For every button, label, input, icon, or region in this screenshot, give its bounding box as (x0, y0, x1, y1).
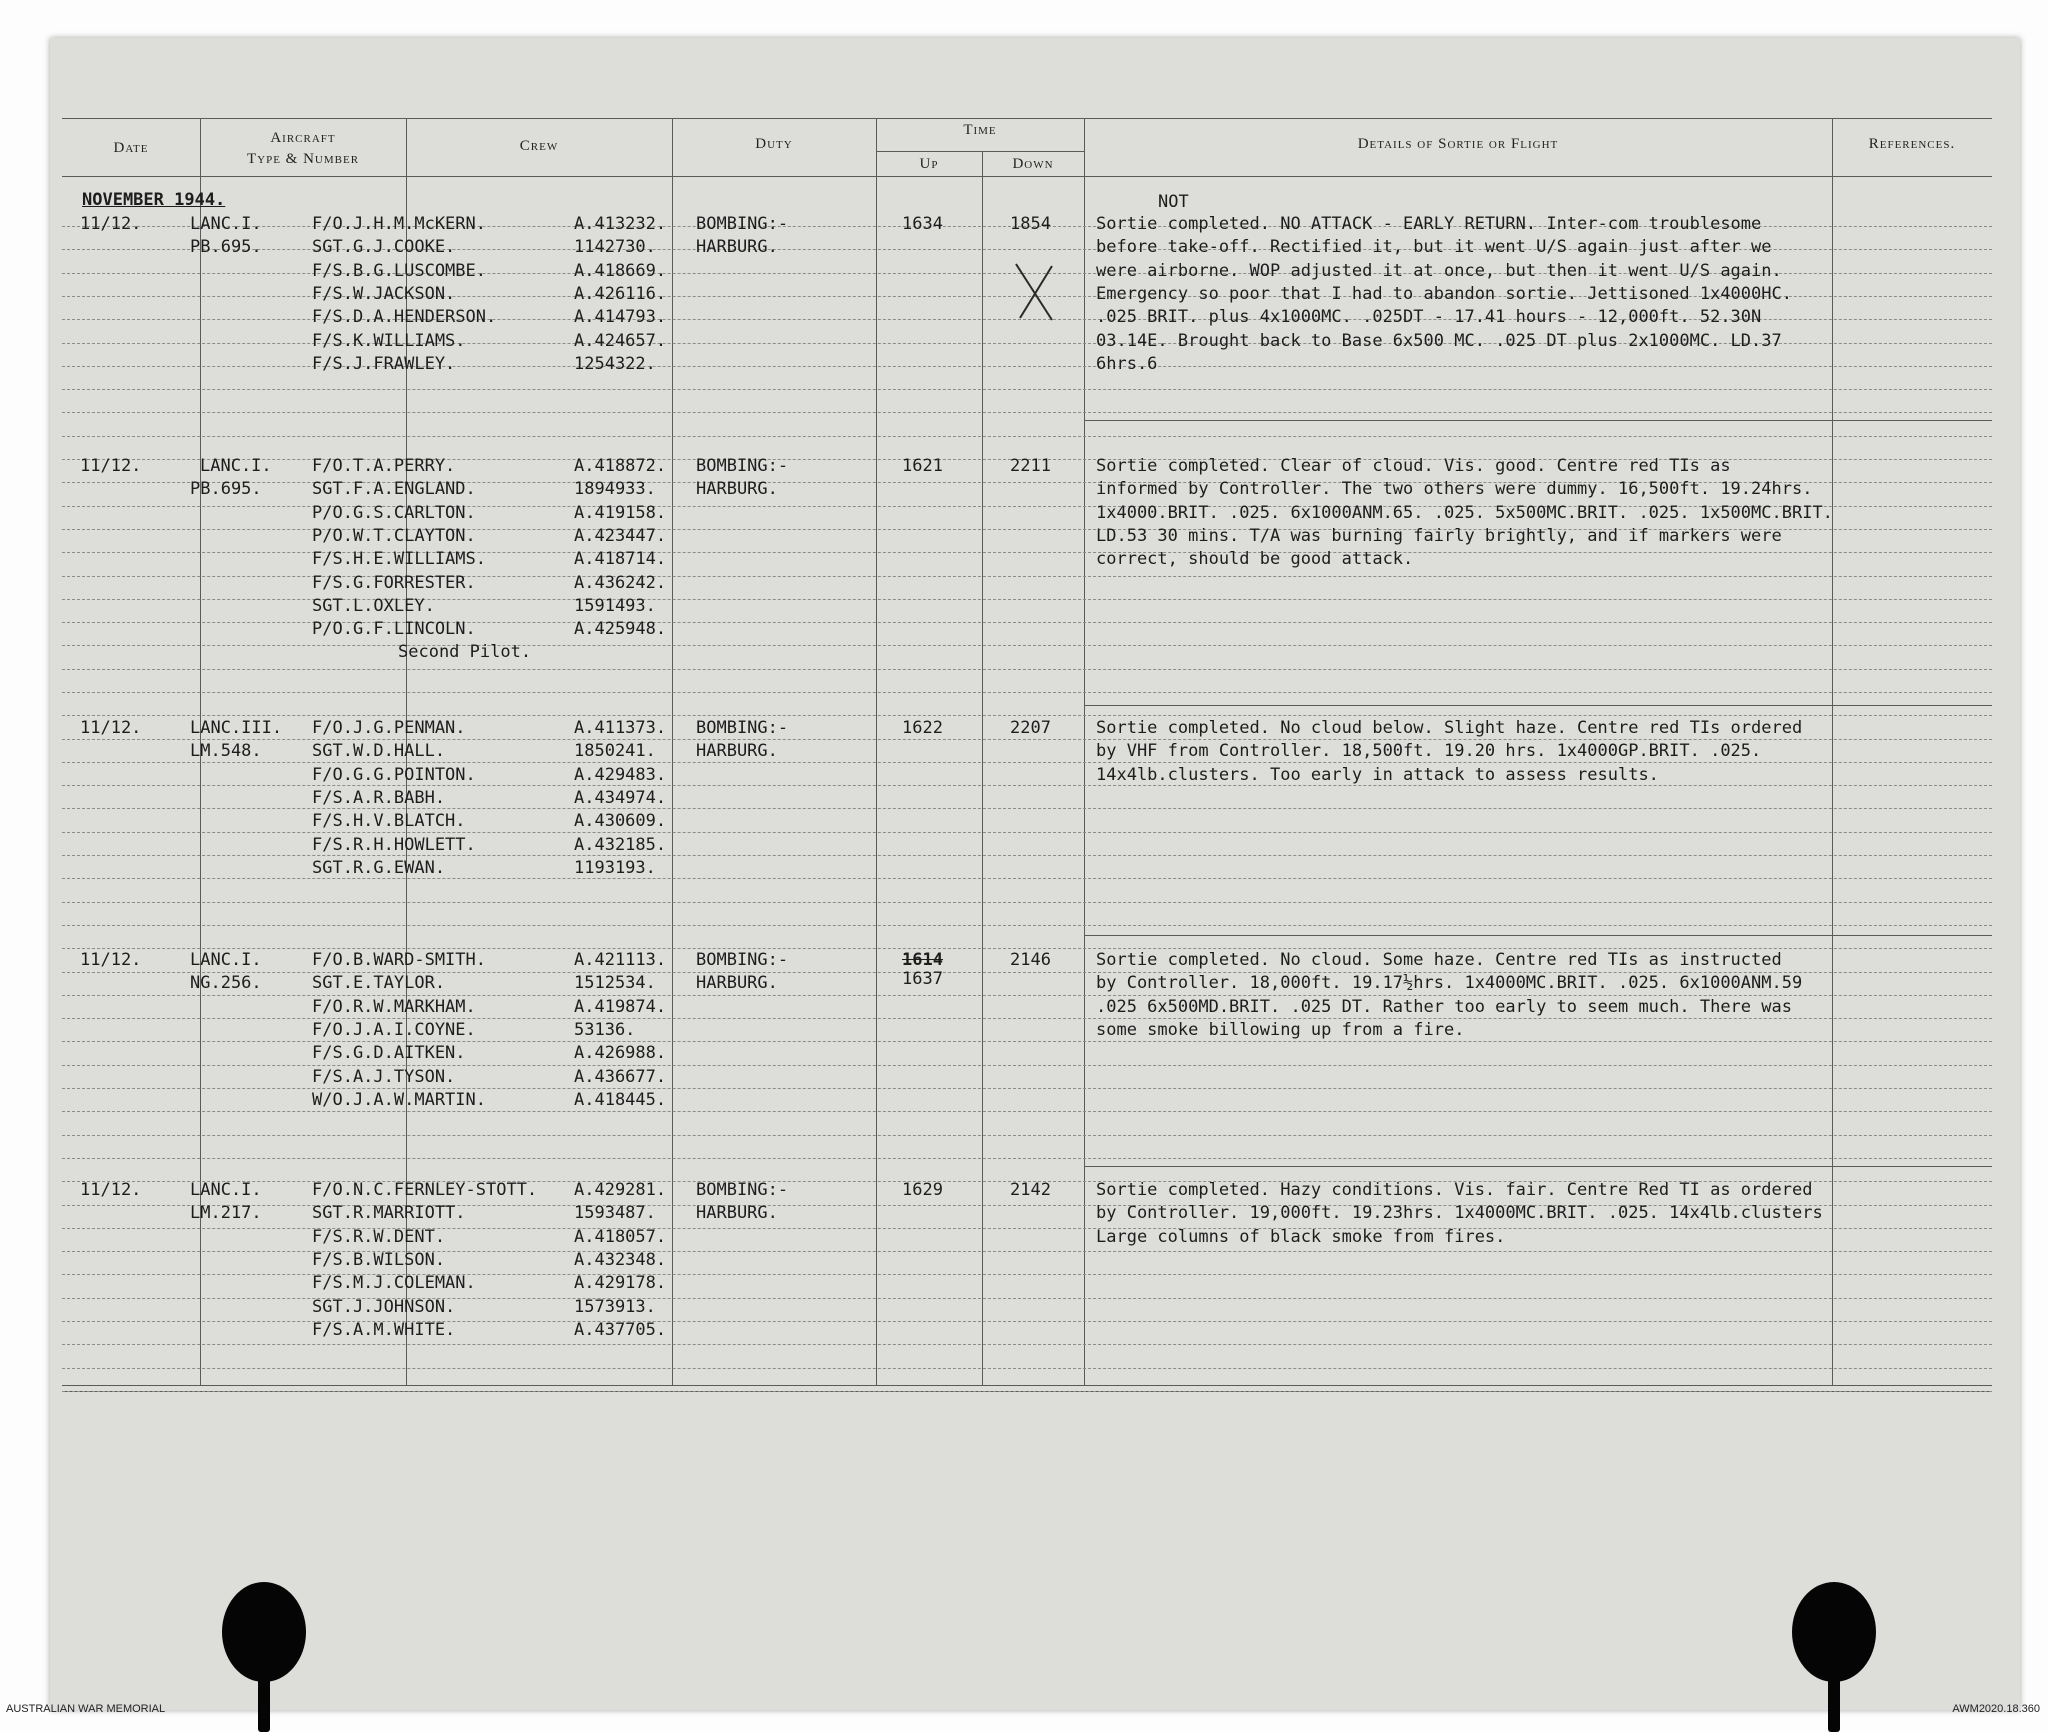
details-line: some smoke billowing up from a fire. (1096, 1019, 1465, 1040)
up-time: 1622 (902, 718, 943, 738)
down-time: 2211 (1010, 456, 1051, 476)
crew-number: A.423447. (574, 525, 667, 546)
aircraft-number: LM.217. (190, 1203, 262, 1224)
header-aircraft: Aircraft (270, 130, 336, 146)
crew-number: 1593487. (574, 1203, 656, 1224)
up-time: 1621 (902, 456, 943, 476)
col-rule-time (982, 151, 983, 1385)
crew-number: A.426116. (574, 283, 667, 304)
ruled-line (62, 855, 1992, 856)
crew-name: F/S.H.E.WILLIAMS. (312, 549, 486, 570)
crew-number: A.418057. (574, 1226, 667, 1247)
ruled-line (62, 1041, 1992, 1042)
ruled-line (62, 1391, 1992, 1392)
crew-name: SGT.E.TAYLOR. (312, 973, 446, 994)
ruled-line (62, 785, 1992, 786)
details-line: 14x4lb.clusters. Too early in attack to assess results. (1096, 764, 1659, 785)
header-duty: Duty (755, 136, 793, 152)
ruled-line (62, 1018, 1992, 1019)
details-line: LD.53 30 mins. T/A was burning fairly brightly, and if markers were (1096, 525, 1782, 546)
crew-number: A.436677. (574, 1066, 667, 1087)
crew-name: P/O.W.T.CLAYTON. (312, 525, 476, 546)
header-details: Details of Sortie or Flight (1357, 136, 1559, 152)
entry-separator (1084, 1166, 1992, 1167)
crew-name: SGT.G.J.COOKE. (312, 237, 456, 258)
ruled-line (62, 808, 1992, 809)
entry-date: 11/12. (80, 718, 142, 738)
col-rule-crew (672, 118, 673, 1385)
ruled-line (62, 692, 1992, 693)
ruled-line (62, 1368, 1992, 1369)
col-rule-down (1084, 118, 1085, 1385)
crew-number: A.418669. (574, 260, 667, 281)
details-line: Sortie completed. Hazy conditions. Vis. fair. Centre Red TI as ordered (1096, 1180, 1813, 1200)
ruled-line (62, 1135, 1992, 1136)
ruled-line (62, 925, 1992, 926)
crew-number: A.418445. (574, 1089, 667, 1110)
header-references: References. (1868, 136, 1956, 152)
entry-date: 11/12. (80, 1180, 142, 1200)
crew-name: F/S.W.JACKSON. (312, 283, 456, 304)
crew-name: F/O.B.WARD-SMITH. (312, 950, 486, 970)
crew-number: A.424657. (574, 330, 667, 351)
crew-name: F/S.B.WILSON. (312, 1249, 446, 1270)
crew-name: F/O.R.W.MARKHAM. (312, 996, 476, 1017)
details-line: 03.14E. Brought back to Base 6x500 MC. .025 DT plus 2x1000MC. LD.37 (1096, 330, 1782, 351)
aircraft-type: LANC.I. (200, 456, 272, 476)
crew-name: F/S.R.H.HOWLETT. (312, 834, 476, 855)
entry-date: 11/12. (80, 950, 142, 970)
ruled-line (62, 762, 1992, 763)
details-line: were airborne. WOP adjusted it at once, but then it went U/S again. (1096, 260, 1782, 281)
duty-text: HARBURG. (696, 741, 778, 762)
crew-number: A.418872. (574, 456, 667, 476)
down-time: 2207 (1010, 718, 1051, 738)
crew-number: 1850241. (574, 741, 656, 762)
duty-text: BOMBING:- (696, 950, 789, 970)
insert-note: NOT (1158, 192, 1189, 212)
header-top-rule (62, 118, 1992, 119)
duty-text: HARBURG. (696, 479, 778, 500)
month-heading: NOVEMBER 1944. (82, 190, 226, 210)
details-line: correct, should be good attack. (1096, 549, 1414, 570)
crew-name: SGT.J.JOHNSON. (312, 1296, 456, 1317)
crew-name: F/S.H.V.BLATCH. (312, 811, 466, 832)
header-up: Up (919, 156, 939, 172)
crew-number: A.425948. (574, 619, 667, 640)
crew-number: A.414793. (574, 307, 667, 328)
details-line: .025 6x500MD.BRIT. .025 DT. Rather too early to seem much. There was (1096, 996, 1792, 1017)
ruled-line (62, 389, 1992, 390)
entry-date: 11/12. (80, 456, 142, 476)
down-time: 1854 (1010, 214, 1051, 234)
duty-text: BOMBING:- (696, 718, 789, 738)
crew-number: A.430609. (574, 811, 667, 832)
details-line: 6hrs.6 (1096, 353, 1158, 374)
footer-right: AWM2020.18.360 (1952, 1703, 2040, 1715)
crew-number: 1254322. (574, 353, 656, 374)
crew-name: SGT.F.A.ENGLAND. (312, 479, 476, 500)
crew-name: F/S.G.FORRESTER. (312, 572, 476, 593)
ruled-line (62, 902, 1992, 903)
aircraft-type: LANC.I. (190, 950, 262, 970)
crew-name: F/S.K.WILLIAMS. (312, 330, 466, 351)
crew-name: SGT.R.G.EWAN. (312, 857, 446, 878)
aircraft-number: LM.548. (190, 741, 262, 762)
crew-number: 1573913. (574, 1296, 656, 1317)
header-time: Time (963, 122, 997, 138)
crew-name: F/S.D.A.HENDERSON. (312, 307, 497, 328)
cross-mark (1012, 262, 1056, 322)
crew-number: A.429483. (574, 764, 667, 785)
header-crew: Crew (519, 138, 559, 154)
crew-name: F/O.J.G.PENMAN. (312, 718, 466, 738)
crew-number: A.434974. (574, 787, 667, 808)
details-line: Sortie completed. No cloud. Some haze. Centre red TIs as instructed (1096, 950, 1782, 970)
crew-number: A.437705. (574, 1319, 667, 1340)
time-subheader-rule (876, 151, 1084, 152)
col-rule-details (1832, 118, 1833, 1385)
ruled-line (62, 436, 1992, 437)
ruled-line (62, 412, 1992, 413)
details-line: 1x4000.BRIT. .025. 6x1000ANM.65. .025. 5x500MC.BRIT. .025. 1x500MC.BRIT. (1096, 502, 1833, 523)
aircraft-number: NG.256. (190, 973, 262, 994)
crew-name: F/O.J.A.I.COYNE. (312, 1019, 476, 1040)
crew-name: F/S.A.M.WHITE. (312, 1319, 456, 1340)
duty-text: BOMBING:- (696, 1180, 789, 1200)
crew-name: F/S.G.D.AITKEN. (312, 1043, 466, 1064)
aircraft-type: LANC.III. (190, 718, 283, 738)
crew-number: A.413232. (574, 214, 667, 234)
crew-number: A.421113. (574, 950, 667, 970)
crew-name: F/S.A.R.BABH. (312, 787, 446, 808)
crew-number: A.411373. (574, 718, 667, 738)
crew-name: F/S.R.W.DENT. (312, 1226, 446, 1247)
crew-name: W/O.J.A.W.MARTIN. (312, 1089, 486, 1110)
details-line: by Controller. 18,000ft. 19.17½hrs. 1x4000MC.BRIT. .025. 6x1000ANM.59 (1096, 973, 1803, 994)
entry-separator (1084, 935, 1992, 936)
entry-separator (1084, 420, 1992, 421)
details-line: Sortie completed. NO ATTACK - EARLY RETURN. Inter-com troublesome (1096, 214, 1762, 234)
down-time: 2146 (1010, 950, 1051, 970)
duty-text: HARBURG. (696, 973, 778, 994)
details-line: Emergency so poor that I had to abandon sortie. Jettisoned 1x4000HC. (1096, 283, 1792, 304)
crew-name: F/S.A.J.TYSON. (312, 1066, 456, 1087)
table-bottom-rule (62, 1385, 1992, 1386)
aircraft-number: PB.695. (190, 237, 262, 258)
ruled-line (62, 1111, 1992, 1112)
duty-text: HARBURG. (696, 237, 778, 258)
details-line: by Controller. 19,000ft. 19.23hrs. 1x4000MC.BRIT. .025. 14x4lb.clusters (1096, 1203, 1823, 1224)
up-time: 1629 (902, 1180, 943, 1200)
crew-number: 1894933. (574, 479, 656, 500)
crew-name: F/O.J.H.M.McKERN. (312, 214, 486, 234)
ruled-line (62, 878, 1992, 879)
crew-name: SGT.L.OXLEY. (312, 595, 435, 616)
crew-number: A.429178. (574, 1273, 667, 1294)
crew-name: F/S.M.J.COLEMAN. (312, 1273, 476, 1294)
crew-name: SGT.R.MARRIOTT. (312, 1203, 466, 1224)
aircraft-type: LANC.I. (190, 1180, 262, 1200)
crew-number: 1142730. (574, 237, 656, 258)
crew-name: F/S.B.G.LUSCOMBE. (312, 260, 486, 281)
duty-text: BOMBING:- (696, 456, 789, 476)
ruled-line (62, 832, 1992, 833)
crew-note: Second Pilot. (398, 642, 532, 663)
details-line: Sortie completed. No cloud below. Slight haze. Centre red TIs ordered (1096, 718, 1803, 738)
header-down: Down (1012, 156, 1054, 172)
details-line: .025 BRIT. plus 4x1000MC. .025DT - 17.41 hours - 12,000ft. 52.30N (1096, 307, 1762, 328)
binder-hole-left (222, 1582, 306, 1682)
crew-name: P/O.G.F.LINCOLN. (312, 619, 476, 640)
duty-text: BOMBING:- (696, 214, 789, 234)
down-time: 2142 (1010, 1180, 1051, 1200)
entry-date: 11/12. (80, 214, 142, 234)
crew-number: A.432185. (574, 834, 667, 855)
crew-number: 1193193. (574, 857, 656, 878)
crew-number: 1512534. (574, 973, 656, 994)
crew-name: F/O.T.A.PERRY. (312, 456, 456, 476)
crew-name: P/O.G.S.CARLTON. (312, 502, 476, 523)
crew-name: F/S.J.FRAWLEY. (312, 353, 456, 374)
crew-number: A.426988. (574, 1043, 667, 1064)
ruled-line (62, 1158, 1992, 1159)
crew-number: A.432348. (574, 1249, 667, 1270)
crew-number: A.418714. (574, 549, 667, 570)
up-time: 1634 (902, 214, 943, 234)
details-line: before take-off. Rectified it, but it went U/S again just after we (1096, 237, 1772, 258)
up-time: 1637 (902, 969, 943, 990)
crew-number: A.419874. (574, 996, 667, 1017)
ruled-line (62, 669, 1992, 670)
up-time-struck: 1614 (902, 950, 943, 970)
details-line: by VHF from Controller. 18,500ft. 19.20 hrs. 1x4000GP.BRIT. .025. (1096, 741, 1762, 762)
crew-number: A.436242. (574, 572, 667, 593)
ruled-line (62, 645, 1992, 646)
crew-name: SGT.W.D.HALL. (312, 741, 446, 762)
details-line: Large columns of black smoke from fires. (1096, 1226, 1506, 1247)
aircraft-number: PB.695. (190, 479, 262, 500)
aircraft-type: LANC.I. (190, 214, 262, 234)
duty-text: HARBURG. (696, 1203, 778, 1224)
details-line: Sortie completed. Clear of cloud. Vis. good. Centre red TIs as (1096, 456, 1731, 476)
crew-number: A.429281. (574, 1180, 667, 1200)
header-aircraft-sub: Type & Number (246, 151, 360, 167)
ruled-line (62, 739, 1992, 740)
header-date: Date (113, 140, 149, 156)
ruled-line (62, 1344, 1992, 1345)
col-rule-duty (876, 118, 877, 1385)
header-bottom-rule (62, 176, 1992, 177)
footer-left: AUSTRALIAN WAR MEMORIAL (6, 1703, 166, 1715)
crew-number: 53136. (574, 1019, 636, 1040)
crew-number: 1591493. (574, 595, 656, 616)
details-line: informed by Controller. The two others were dummy. 16,500ft. 19.24hrs. (1096, 479, 1813, 500)
crew-name: F/O.N.C.FERNLEY-STOTT. (312, 1180, 538, 1200)
ruled-line (62, 948, 1992, 949)
entry-separator (1084, 705, 1992, 706)
ruled-line (62, 715, 1992, 716)
crew-name: F/O.G.G.POINTON. (312, 764, 476, 785)
crew-number: A.419158. (574, 502, 667, 523)
binder-hole-right (1792, 1582, 1876, 1682)
